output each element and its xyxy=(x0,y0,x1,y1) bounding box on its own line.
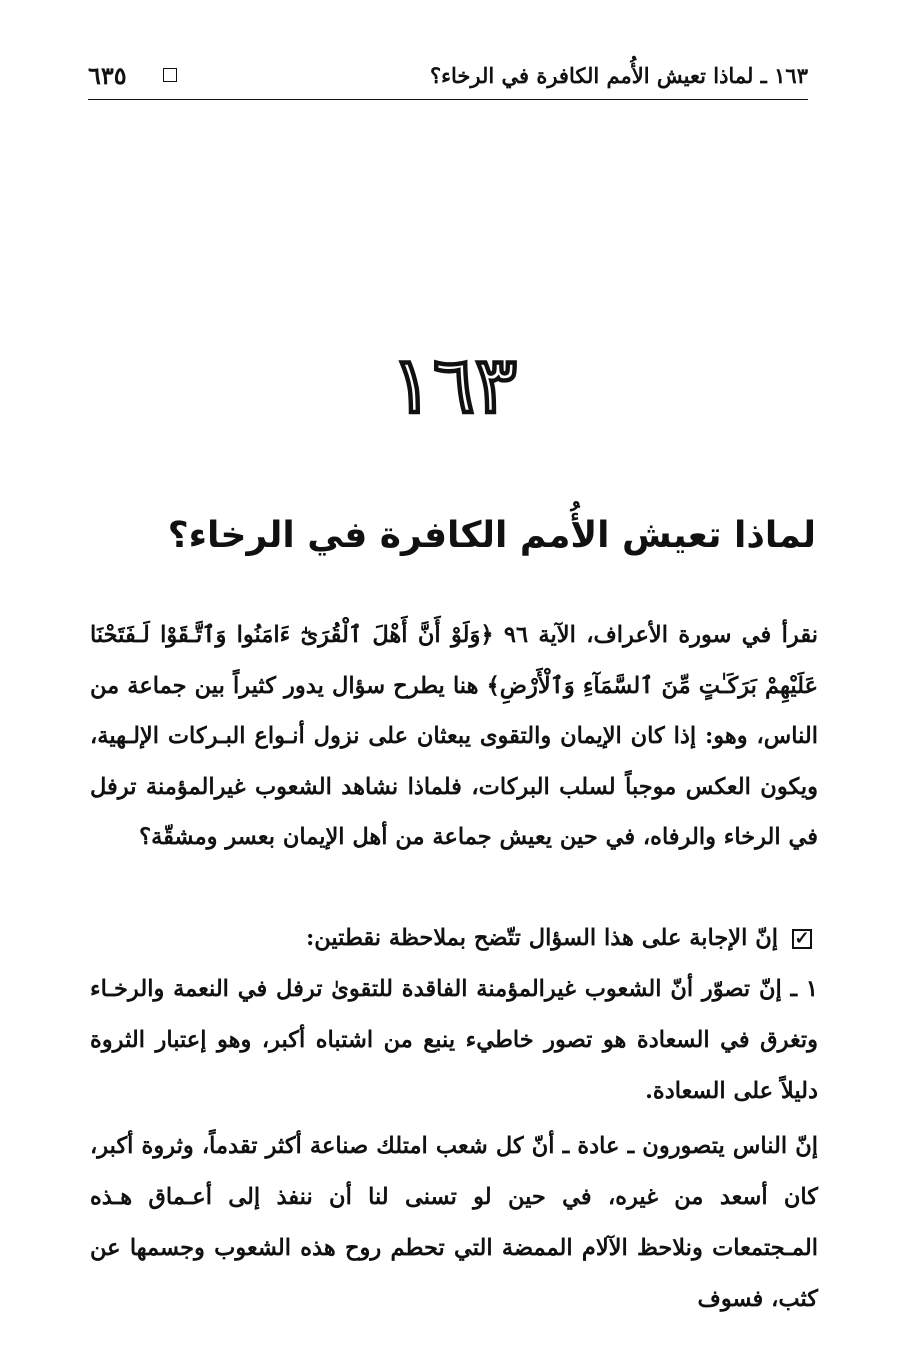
continuation-paragraph: إنّ الناس يتصورون ـ عادة ـ أنّ كل شعب امتلك صناعة أكثر تقدماً، وثروة أكبر، كان أسعد من غيره، في حين لو تسنى لنا أن ننفذ إلى أعـماق هـذه المـجتمعات ونلاحظ الآلام الممضة التي تحطم روح هذه الشعوب وجسمها عن كثب، فسوف xyxy=(90,1133,818,1312)
chapter-number: ١٦٣ xyxy=(391,340,517,431)
header-left-group xyxy=(88,61,177,90)
paragraph-text: نقرأ في سورة الأعراف، الآية ٩٦ ﴿وَلَوْ أَنَّ أَهْلَ ٱلْقُرَىٰٓ ءَامَنُوا وَٱتَّـقَوْا لَـفَتَحْنَا عَلَيْهِمْ بَرَكَـٰتٍ مِّنَ ٱلسَّمَآءِ وَٱلْأَرْضِ﴾ هنا يطرح سؤال يدور كثيراً بين جماعة من الناس، وهو: إذا كان الإيمان والتقوى يبعثان على نزول أنـواع البـركات الإلـهية، ويكون العكس موجباً لسلب البركات، فلماذا نشاهد الشعوب غيرالمؤمنة ترفل في الرخاء والرفاه، في حين يعيش جماعة من أهل الإيمان بعسر ومشقّة؟ xyxy=(90,622,818,850)
answer-intro-text: إنّ الإجابة على هذا السؤال تتّضح بملاحظة نقطتين: xyxy=(305,925,778,951)
square-icon xyxy=(163,68,177,82)
answer-section xyxy=(90,913,818,1325)
chapter-title: لماذا تعيش الأُمم الكافرة في الرخاء؟ xyxy=(167,515,816,556)
header-rule xyxy=(88,99,808,100)
running-title: ١٦٣ ـ لماذا تعيش الأُمم الكافرة في الرخاء؟ xyxy=(429,62,808,88)
checkbox-checked-icon: ✓ xyxy=(792,929,812,949)
intro-paragraph xyxy=(90,610,818,863)
page-number: ٦٣٥ xyxy=(88,60,127,90)
point-1-paragraph: ١ ـ إنّ تصوّر أنّ الشعوب غيرالمؤمنة الفاقدة للتقوىٰ ترفل في النعمة والرخـاء وتغرق في السعادة هو تصور خاطيء ينبع من اشتباه أكبر، وهو إعتبار الثروة دليلاً على السعادة. xyxy=(90,976,818,1104)
page-header xyxy=(88,58,808,92)
answer-intro-line xyxy=(90,913,818,964)
